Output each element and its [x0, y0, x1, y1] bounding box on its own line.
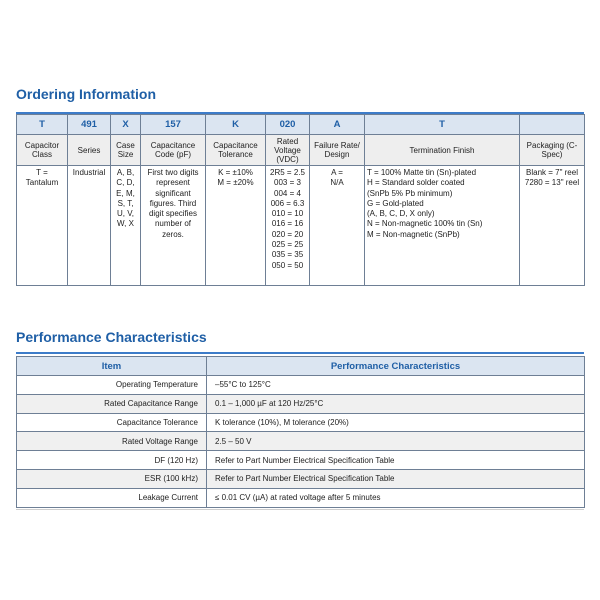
cell-line: (A, B, C, D, X only)	[367, 209, 435, 219]
performance-header-row	[17, 357, 585, 376]
bottom-divider	[16, 509, 584, 510]
cell-line: First two digits	[147, 168, 199, 177]
cell-line: G = Gold-plated	[367, 198, 424, 208]
cell-line: U, V,	[116, 209, 135, 219]
cell-line: Industrial	[72, 168, 106, 177]
cell-line: 2R5 = 2.5	[270, 168, 305, 177]
cell-line: number of	[154, 219, 192, 229]
value-cell	[68, 166, 111, 286]
ordering-information-title: Ordering Information	[16, 86, 156, 102]
value-cell: Refer to Part Number Electrical Specification Table	[207, 469, 585, 488]
code-cell	[520, 115, 585, 135]
column-header: Capacitance Tolerance	[206, 135, 266, 166]
cell-line: T = 100% Matte tin (Sn)-plated	[367, 168, 477, 177]
cell-line: (SnPb 5% Pb minimum)	[367, 188, 453, 198]
cell-line: 006 = 6.3	[270, 198, 305, 208]
table-row	[17, 432, 585, 451]
performance-header: Performance Characteristics	[207, 357, 585, 376]
cell-line: 004 = 4	[274, 188, 301, 198]
column-header: Case Size	[111, 135, 141, 166]
cell-line: 010 = 10	[271, 209, 304, 219]
cell-line: 035 = 35	[271, 250, 304, 260]
cell-line: 003 = 3	[274, 178, 301, 188]
value-cell: 0.1 – 1,000 µF at 120 Hz/25°C	[207, 394, 585, 413]
item-cell: Rated Voltage Range	[17, 432, 207, 451]
code-cell: T	[365, 115, 520, 135]
item-cell: ESR (100 kHz)	[17, 469, 207, 488]
cell-line: Tantalum	[25, 178, 59, 188]
cell-line: A =	[331, 168, 343, 177]
value-cell: K tolerance (10%), M tolerance (20%)	[207, 413, 585, 432]
cell-line: digit specifies	[148, 209, 198, 219]
cell-line: N/A	[330, 178, 344, 188]
table-row	[17, 469, 585, 488]
cell-line: 050 = 50	[271, 260, 304, 270]
cell-line: 7280 = 13" reel	[524, 178, 580, 188]
cell-line: H = Standard solder coated	[367, 178, 465, 188]
column-header: Capacitor Class	[17, 135, 68, 166]
value-cell	[266, 166, 310, 286]
cell-line: 025 = 25	[271, 240, 304, 250]
table-row	[17, 413, 585, 432]
ordering-header-row	[17, 135, 585, 166]
value-cell	[141, 166, 206, 286]
title-divider	[16, 352, 584, 354]
ordering-values-row	[17, 166, 585, 286]
value-cell	[520, 166, 585, 286]
part-code-row	[17, 115, 585, 135]
column-header: Termination Finish	[365, 135, 520, 166]
value-cell	[17, 166, 68, 286]
code-cell: A	[310, 115, 365, 135]
code-cell: T	[17, 115, 68, 135]
cell-line: significant	[155, 188, 191, 198]
column-header: Failure Rate/ Design	[310, 135, 365, 166]
cell-line: Blank = 7" reel	[526, 168, 578, 177]
value-cell: 2.5 – 50 V	[207, 432, 585, 451]
item-cell: Leakage Current	[17, 488, 207, 507]
ordering-table	[16, 114, 585, 286]
cell-line: figures. Third	[149, 198, 197, 208]
cell-line: E, M,	[116, 188, 135, 198]
value-cell: Refer to Part Number Electrical Specification Table	[207, 451, 585, 470]
cell-line: 016 = 16	[271, 219, 304, 229]
cell-line: represent	[156, 178, 190, 188]
code-cell: X	[111, 115, 141, 135]
cell-line: 020 = 20	[271, 229, 304, 239]
code-cell: 020	[266, 115, 310, 135]
column-header: Packaging (C-Spec)	[520, 135, 585, 166]
item-cell: DF (120 Hz)	[17, 451, 207, 470]
column-header: Rated Voltage (VDC)	[266, 135, 310, 166]
performance-characteristics-title: Performance Characteristics	[16, 329, 207, 345]
column-header: Capacitance Code (pF)	[141, 135, 206, 166]
value-cell: ≤ 0.01 CV (µA) at rated voltage after 5 minutes	[207, 488, 585, 507]
table-row	[17, 451, 585, 470]
item-cell: Rated Capacitance Range	[17, 394, 207, 413]
table-row	[17, 394, 585, 413]
item-header: Item	[17, 357, 207, 376]
cell-line: T =	[36, 168, 48, 177]
table-row	[17, 488, 585, 507]
table-row	[17, 376, 585, 395]
value-cell	[111, 166, 141, 286]
cell-line: S, T,	[117, 198, 134, 208]
value-cell: –55°C to 125°C	[207, 376, 585, 395]
cell-line: M = ±20%	[217, 178, 254, 188]
code-cell: 491	[68, 115, 111, 135]
value-cell	[206, 166, 266, 286]
cell-line: N = Non-magnetic 100% tin (Sn)	[367, 219, 483, 229]
item-cell: Operating Temperature	[17, 376, 207, 395]
cell-line: A, B,	[116, 168, 135, 177]
value-cell	[310, 166, 365, 286]
code-cell: 157	[141, 115, 206, 135]
cell-line: W, X	[117, 219, 134, 229]
cell-line: C, D,	[116, 178, 135, 188]
cell-line: zeros.	[162, 229, 184, 239]
column-header: Series	[68, 135, 111, 166]
code-cell: K	[206, 115, 266, 135]
cell-line: M = Non-magnetic (SnPb)	[367, 229, 460, 239]
performance-table	[16, 356, 585, 508]
performance-rows	[17, 376, 585, 508]
item-cell: Capacitance Tolerance	[17, 413, 207, 432]
cell-line: K = ±10%	[218, 168, 253, 177]
value-cell	[365, 166, 520, 286]
